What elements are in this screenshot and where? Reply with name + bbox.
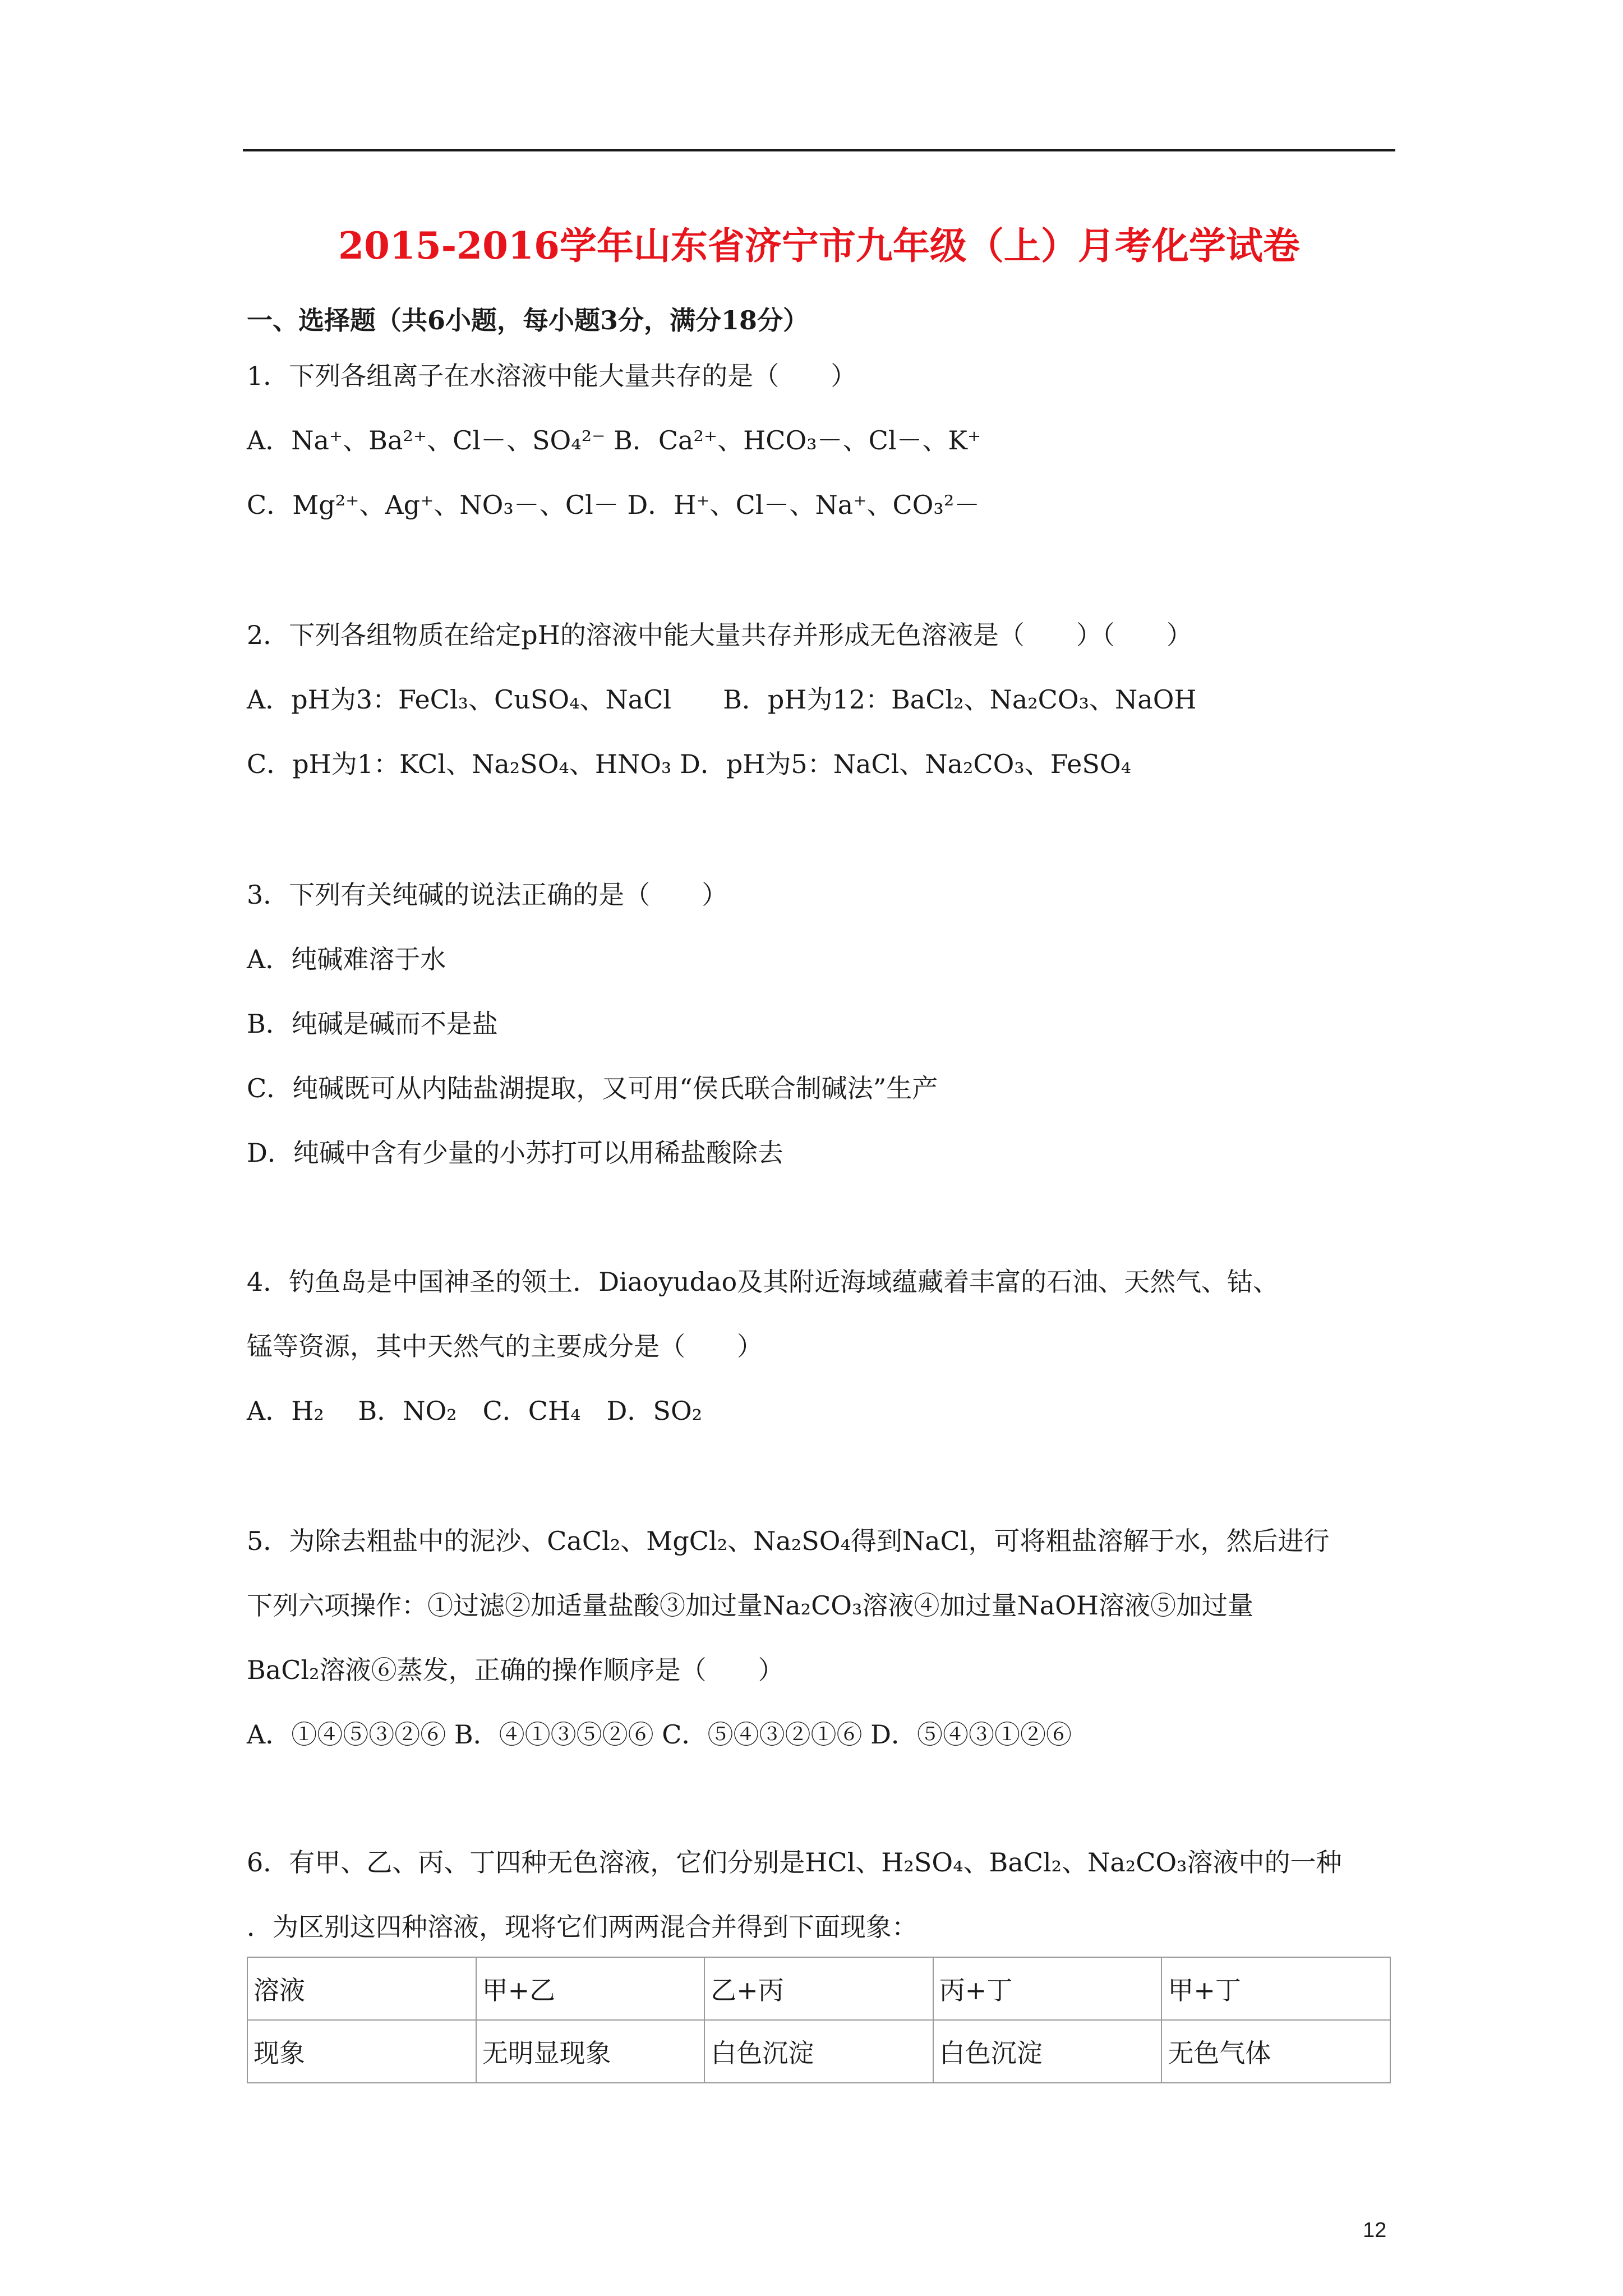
question-6-stem-line-2: ．为区别这四种溶液，现将它们两两混合并得到下面现象： [247, 1912, 917, 1942]
question-2-options-cd: C．pH为1：KCl、Na₂SO₄、HNO₃ D．pH为5：NaCl、Na₂CO₃、FeSO₄ [247, 749, 1132, 779]
question-3-option-b: B．纯碱是碱而不是盐 [247, 1009, 498, 1039]
table-cell: 溶液 [247, 1957, 476, 2020]
table-row [247, 2020, 1390, 2083]
question-2-options-ab: A．pH为3：FeCl₃、CuSO₄、NaCl B．pH为12：BaCl₂、Na₂CO₃、NaOH [247, 684, 1197, 715]
table-cell: 白色沉淀 [933, 2020, 1162, 2083]
question-1-options-cd: C．Mg²⁺、Ag⁺、NO₃－、Cl－ D．H⁺、Cl－、Na⁺、CO₃²－ [247, 490, 980, 520]
question-1-stem: 1．下列各组离子在水溶液中能大量共存的是（ ） [247, 361, 857, 391]
question-5-stem-line-1: 5．为除去粗盐中的泥沙、CaCl₂、MgCl₂、Na₂SO₄得到NaCl，可将粗盐溶解于水，然后进行 [247, 1526, 1330, 1556]
table-cell: 无明显现象 [476, 2020, 705, 2083]
question-6-stem-line-1: 6．有甲、乙、丙、丁四种无色溶液，它们分别是HCl、H₂SO₄、BaCl₂、Na₂CO₃溶液中的一种 [247, 1847, 1342, 1878]
question-4-stem-line-1: 4．钓鱼岛是中国神圣的领土．Diaoyudao及其附近海域蕴藏着丰富的石油、天然气、钴、 [247, 1267, 1279, 1297]
table-cell: 甲+乙 [476, 1957, 705, 2020]
exam-title: 2015-2016学年山东省济宁市九年级（上）月考化学试卷 [338, 224, 1300, 268]
table-cell: 无色气体 [1161, 2020, 1390, 2083]
table-cell: 丙+丁 [933, 1957, 1162, 2020]
question-2-stem: 2．下列各组物质在给定pH的溶液中能大量共存并形成无色溶液是（ ）（ ） [247, 620, 1192, 650]
question-1-options-ab: A．Na⁺、Ba²⁺、Cl－、SO₄²⁻ B．Ca²⁺、HCO₃－、Cl－、K⁺ [247, 425, 981, 455]
table-cell: 乙+丙 [704, 1957, 933, 2020]
page-number: 12 [1363, 2219, 1387, 2242]
table-cell: 现象 [247, 2020, 476, 2083]
question-4-options: A．H₂ B．NO₂ C．CH₄ D．SO₂ [247, 1396, 703, 1426]
question-4-stem-line-2: 锰等资源，其中天然气的主要成分是（ ） [247, 1331, 763, 1361]
table-row [247, 1957, 1390, 2020]
table-cell: 白色沉淀 [704, 2020, 933, 2083]
question-3-stem: 3．下列有关纯碱的说法正确的是（ ） [247, 880, 728, 910]
question-5-stem-line-2: 下列六项操作：①过滤②加适量盐酸③加过量Na₂CO₃溶液④加过量NaOH溶液⑤加过量 [247, 1590, 1253, 1621]
question-3-option-d: D．纯碱中含有少量的小苏打可以用稀盐酸除去 [247, 1138, 783, 1168]
mixing-results-table [247, 1957, 1391, 2083]
table-cell: 甲+丁 [1161, 1957, 1390, 2020]
question-3-option-a: A．纯碱难溶于水 [247, 944, 446, 974]
question-5-stem-line-3: BaCl₂溶液⑥蒸发，正确的操作顺序是（ ） [247, 1655, 784, 1685]
question-5-options: A．①④⑤③②⑥ B．④①③⑤②⑥ C．⑤④③②①⑥ D．⑤④③①②⑥ [247, 1719, 1072, 1750]
header-rule [243, 149, 1395, 151]
section-heading: 一、选择题（共6小题，每小题3分，满分18分） [247, 305, 809, 335]
question-3-option-c: C．纯碱既可从内陆盐湖提取，又可用“侯氏联合制碱法”生产 [247, 1073, 938, 1103]
